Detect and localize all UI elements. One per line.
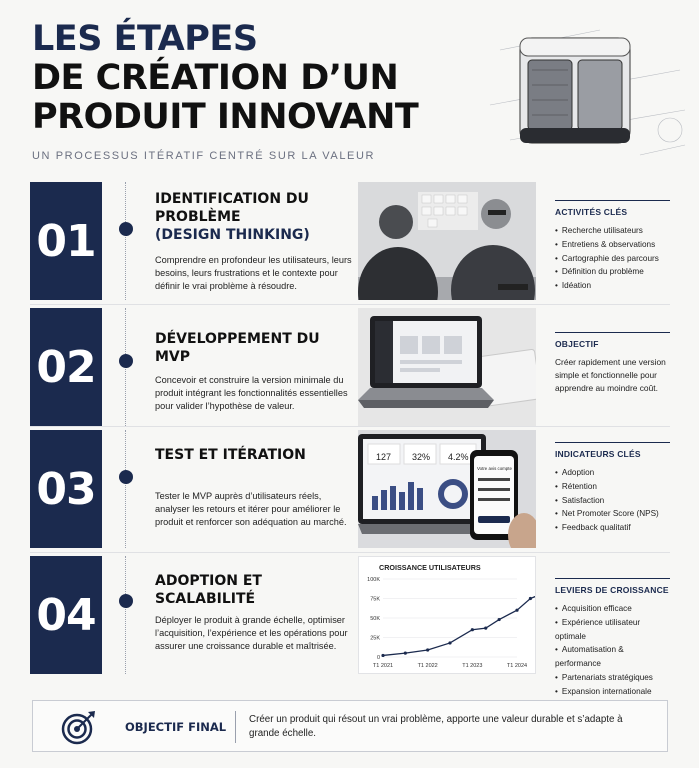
list-item: • Définition du problème — [555, 265, 670, 279]
list-item: • Adoption — [555, 466, 670, 480]
x-tick-label: T1 2022 — [417, 663, 438, 669]
growth-chart — [358, 556, 536, 674]
list-item: • Rétention — [555, 480, 670, 494]
timeline-dot — [119, 354, 133, 368]
step-description-3: Tester le MVP auprès d’utilisateurs réels, analyser les retours et itérer pour améliorer le produit et renforcer son adéquation au marché. — [155, 491, 347, 527]
final-separator — [235, 711, 236, 743]
side-list-1 — [555, 224, 670, 293]
list-item: • Entretiens & observations — [555, 238, 670, 252]
y-tick-label: 75K — [370, 596, 380, 603]
meeting-photo — [358, 182, 536, 300]
step-title-2: DÉVELOPPEMENT DU MVP — [155, 331, 320, 365]
timeline-dot — [119, 470, 133, 484]
step-row-4 — [30, 556, 670, 696]
side-heading-1: ACTIVITÉS CLÉS — [555, 207, 628, 217]
side-list-4 — [555, 602, 670, 699]
x-tick-label: T1 2021 — [372, 663, 394, 669]
list-item: • Expérience utilisateur optimale — [555, 616, 670, 644]
step-description-4: Déployer le produit à grande échelle, optimiser l’acquisition, l’expérience et les opérations pour assurer une croissance durable et maîtrisée. — [155, 615, 348, 651]
timeline-dot — [119, 594, 133, 608]
data-point — [426, 648, 429, 651]
step-description-2: Concevoir et construire la version minimale du produit intégrant les fonctionnalités essentielles pour valider l’hypothèse de valeur. — [155, 375, 348, 411]
series-line — [383, 579, 535, 655]
side-heading-2: OBJECTIF — [555, 339, 599, 349]
chart-title: CROISSANCE UTILISATEURS — [379, 563, 481, 572]
side-rule — [555, 200, 670, 201]
x-tick-label: T1 2023 — [462, 663, 483, 669]
list-item: • Acquisition efficace — [555, 602, 670, 616]
timeline-line — [125, 430, 126, 548]
list-item: • Partenariats stratégiques — [555, 671, 670, 685]
step-title-text: IDENTIFICATION DU PROBLÈME — [155, 191, 309, 225]
side-rule — [555, 332, 670, 333]
y-tick-label: 0 — [376, 655, 380, 661]
x-tick-label: T1 2024 — [506, 663, 528, 669]
step-number-3: 03 — [30, 430, 102, 548]
chart-plot — [359, 557, 535, 673]
final-objective-label: OBJECTIF FINAL — [125, 720, 227, 734]
row-divider — [30, 304, 670, 305]
title-line-1: LES ÉTAPES — [32, 19, 258, 59]
step-title-subtitle: (DESIGN THINKING) — [155, 227, 310, 243]
y-tick-label: 25K — [370, 635, 380, 642]
step-row-2 — [30, 308, 670, 426]
final-objective-text: Créer un produit qui résout un vrai problème, apporte une valeur durable et s’adapte à grande échelle. — [249, 714, 623, 739]
side-panel-3 — [555, 442, 670, 535]
side-text-2: Créer rapidement une version simple et fonctionnelle pour apprendre au moindre coût. — [555, 357, 666, 393]
side-panel-1 — [555, 200, 670, 293]
data-point — [471, 628, 474, 631]
list-item: • Net Promoter Score (NPS) — [555, 507, 670, 521]
data-point — [515, 609, 518, 612]
data-point — [484, 627, 487, 630]
list-item: • Automatisation & performance — [555, 643, 670, 671]
data-point — [498, 618, 501, 621]
data-point — [448, 641, 451, 644]
y-tick-label: 50K — [370, 616, 380, 622]
data-point — [529, 597, 532, 600]
list-item: • Recherche utilisateurs — [555, 224, 670, 238]
timeline-line — [125, 556, 126, 674]
timeline-dot — [119, 222, 133, 236]
list-item: • Satisfaction — [555, 494, 670, 508]
row-divider — [30, 552, 670, 553]
data-point — [381, 654, 384, 657]
side-panel-4 — [555, 578, 670, 699]
step-row-3 — [30, 430, 670, 548]
side-panel-2 — [555, 332, 670, 395]
step-number-2: 02 — [30, 308, 102, 426]
dashboard-photo — [358, 430, 536, 548]
product-sketch-illustration — [480, 10, 690, 160]
page-subtitle: UN PROCESSUS ITÉRATIF CENTRÉ SUR LA VALEUR — [32, 150, 376, 162]
phone-feedback-label: Votre avis compte — [477, 466, 512, 471]
step-title-3: TEST ET ITÉRATION — [155, 447, 306, 463]
row-divider — [30, 426, 670, 427]
step-description-1: Comprendre en profondeur les utilisateurs, leurs besoins, leurs frustrations et le contexte pour définir le vrai problème à résoudre. — [155, 255, 352, 291]
step-row-1 — [30, 182, 670, 300]
title-line-2: DE CRÉATION D’UN — [32, 58, 399, 98]
timeline-line — [125, 182, 126, 300]
final-objective-box — [32, 700, 668, 752]
step-number-1: 01 — [30, 182, 102, 300]
target-icon — [61, 709, 97, 745]
list-item: • Expansion internationale — [555, 685, 670, 699]
step-title-1 — [155, 190, 355, 244]
data-point — [404, 652, 407, 655]
y-tick-label: 100K — [367, 577, 380, 583]
side-heading-4: LEVIERS DE CROISSANCE — [555, 585, 669, 595]
kpi-1: 127 — [376, 452, 392, 462]
kpi-3: 4.2% — [448, 452, 469, 462]
side-rule — [555, 442, 670, 443]
step-title-4: ADOPTION ET SCALABILITÉ — [155, 573, 262, 607]
step-number-4: 04 — [30, 556, 102, 674]
page-title — [32, 20, 472, 137]
side-rule — [555, 578, 670, 579]
list-item: • Idéation — [555, 279, 670, 293]
title-line-3: PRODUIT INNOVANT — [32, 97, 419, 137]
laptop-photo — [358, 308, 536, 426]
side-list-3 — [555, 466, 670, 535]
side-heading-3: INDICATEURS CLÉS — [555, 449, 641, 459]
list-item: • Cartographie des parcours — [555, 252, 670, 266]
kpi-2: 32% — [412, 452, 431, 462]
list-item: • Feedback qualitatif — [555, 521, 670, 535]
